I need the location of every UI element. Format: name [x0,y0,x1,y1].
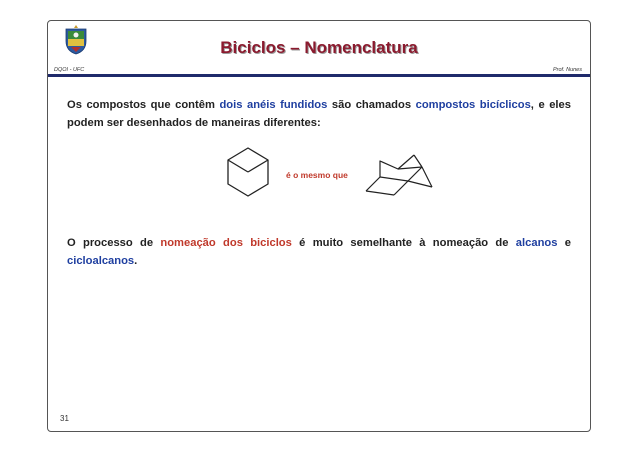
text: são chamados [327,99,416,111]
highlight-nomeacao-biciclos: nomeação dos biciclos [160,237,292,249]
text: O processo de [67,237,161,249]
paragraph-bicyclic-definition [67,96,571,132]
highlight-cicloalcanos: cicloalcanos [67,255,135,267]
author-label: Prof. Nunes [552,67,582,73]
highlight-alcanos: alcanos [515,237,558,249]
text: , e eles podem ser desenhados de maneiras diferentes: [67,99,571,129]
equivalence-caption: é o mesmo que [286,170,348,180]
page-number: 31 [60,414,69,423]
highlight-dois-aneis: dois anéis fundidos [219,99,328,111]
text: Os compostos que contêm [67,99,220,111]
paragraph-naming-process [67,234,571,270]
header-divider [48,74,590,77]
department-label: DQOI - UFC [54,67,85,73]
text: . [134,255,138,267]
norbornane-skeletal-icon [225,146,271,198]
molecule-diagram [219,146,433,201]
text: e [557,237,571,249]
slide-title: Biciclos – Nomenclatura [220,38,418,57]
text: é muito semelhante à nomeação de [291,237,516,249]
norbornane-3d-icon [364,151,434,197]
slide [47,20,591,432]
highlight-compostos-biciclicos: compostos bicíclicos [415,99,531,111]
